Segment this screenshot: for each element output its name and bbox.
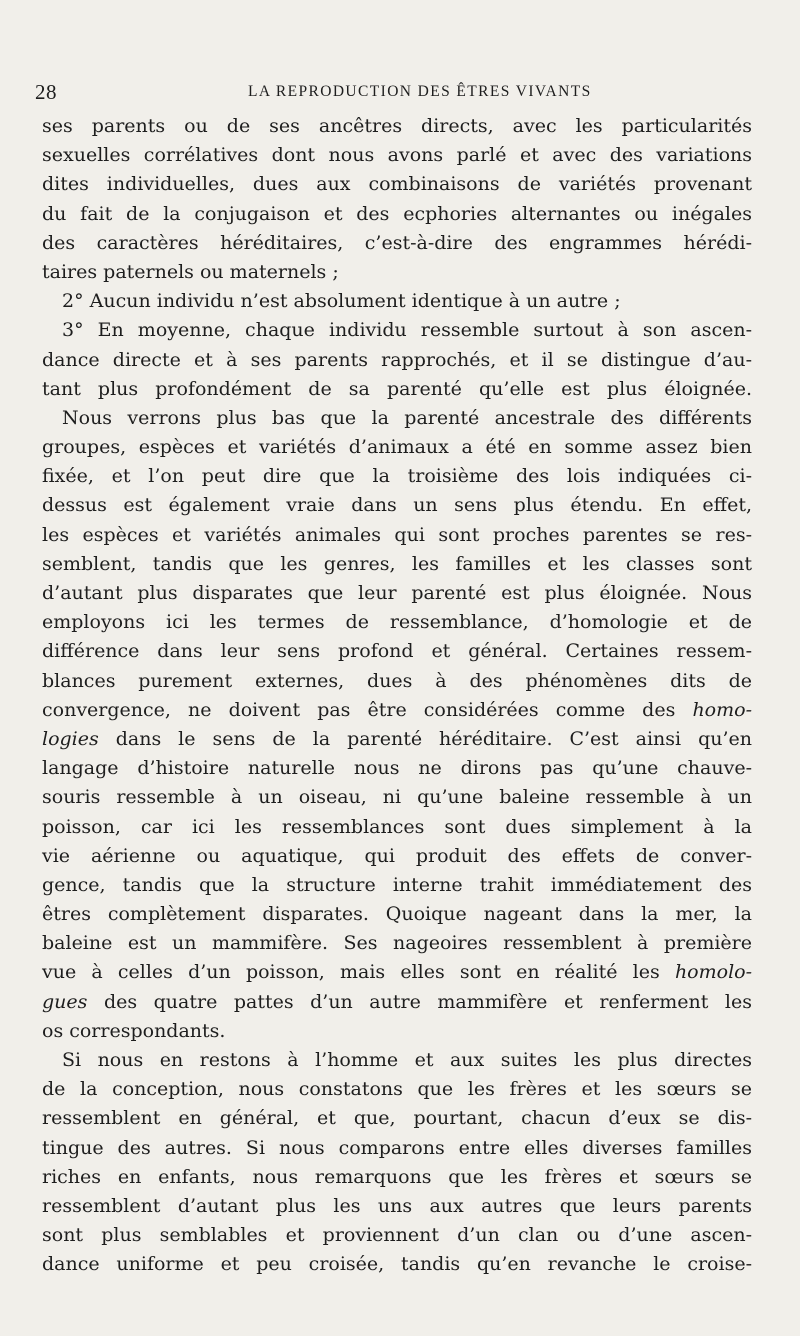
text-line: fixée, et l’on peut dire que la troisième des lois indiquées ci- (42, 465, 752, 488)
text-line: langage d’histoire naturelle nous ne dirons pas qu’une chauve- (42, 757, 752, 780)
text-line: gues des quatre pattes d’un autre mammifère et renferment les (42, 990, 752, 1013)
text-line: logies dans le sens de la parenté héréditaire. C’est ainsi qu’en (42, 727, 752, 750)
text-line: d’autant plus disparates que leur parenté est plus éloignée. Nous (42, 582, 752, 604)
text-line: dance uniforme et peu croisée, tandis qu’en revanche le croise- (42, 1253, 752, 1276)
text-line: convergence, ne doivent pas être considérées comme des homo- (42, 698, 752, 721)
text-line: de la conception, nous constatons que les frères et les sœurs se (42, 1078, 752, 1101)
text-line: blances purement externes, dues à des phénomènes dits de (42, 669, 752, 692)
text-line: dance directe et à ses parents rapprochés, et il se distingue d’au- (42, 348, 752, 371)
italic-term: logies (42, 727, 99, 750)
text-line: du fait de la conjugaison et des ecphories alternantes ou inégales (42, 202, 752, 225)
text-line: ressemblent d’autant plus les uns aux autres que leurs parents (42, 1194, 752, 1217)
text-line: ressemblent en général, et que, pourtant, chacun d’eux se dis- (42, 1107, 752, 1130)
italic-term: homo- (692, 698, 752, 721)
text-line: sexuelles corrélatives dont nous avons parlé et avec des variations (42, 144, 752, 167)
text-line: vue à celles d’un poisson, mais elles sont en réalité les homolo- (42, 961, 753, 984)
text-line: tant plus profondément de sa parenté qu’elle est plus éloignée. (42, 377, 752, 400)
text-line: les espèces et variétés animales qui sont proches parentes se res- (42, 523, 752, 546)
text-line: gence, tandis que la structure interne trahit immédiatement des (42, 873, 752, 896)
running-title: LA REPRODUCTION DES ÊTRES VIVANTS (248, 83, 592, 100)
page-header (0, 80, 800, 110)
text-line: souris ressemble à un oiseau, ni qu’une baleine ressemble à un (42, 786, 752, 809)
text-line: dessus est également vraie dans un sens plus étendu. En effet, (42, 494, 752, 517)
text-line: employons ici les termes de ressemblance, d’homologie et de (42, 611, 752, 634)
text-line: des caractères héréditaires, c’est-à-dire des engrammes hérédi- (42, 231, 752, 254)
italic-term: homolo- (674, 961, 753, 984)
text-line: poisson, car ici les ressemblances sont dues simplement à la (42, 815, 752, 838)
text-line: Si nous en restons à l’homme et aux suites les plus directes (62, 1049, 752, 1071)
text-line: 2° Aucun individu n’est absolument identique à un autre ; (62, 290, 621, 313)
body-text (42, 112, 752, 1280)
text-line: êtres complètement disparates. Quoique nageant dans la mer, la (42, 903, 752, 926)
text-line: groupes, espèces et variétés d’animaux a été en somme assez bien (42, 436, 752, 459)
text-line: 3° En moyenne, chaque individu ressemble surtout à son ascen- (62, 319, 752, 342)
text-line: sont plus semblables et proviennent d’un clan ou d’une ascen- (42, 1224, 752, 1247)
text-line: baleine est un mammifère. Ses nageoires ressemblent à première (42, 932, 752, 955)
text-line: taires paternels ou maternels ; (42, 260, 339, 283)
text-line: vie aérienne ou aquatique, qui produit des effets de conver- (42, 844, 752, 867)
text-line: riches en enfants, nous remarquons que les frères et sœurs se (42, 1165, 752, 1188)
italic-term: gues (42, 990, 88, 1013)
text-line: ses parents ou de ses ancêtres directs, avec les particularités (42, 115, 752, 137)
text-line: Nous verrons plus bas que la parenté ancestrale des différents (62, 406, 752, 429)
text-line: tingue des autres. Si nous comparons entre elles diverses familles (42, 1136, 752, 1159)
text-line: semblent, tandis que les genres, les familles et les classes sont (42, 552, 752, 575)
page-number: 28 (35, 80, 57, 104)
text-line: os correspondants. (42, 1019, 226, 1042)
text-line: dites individuelles, dues aux combinaisons de variétés provenant (42, 173, 752, 196)
text-line: différence dans leur sens profond et général. Certaines ressem- (42, 640, 752, 663)
